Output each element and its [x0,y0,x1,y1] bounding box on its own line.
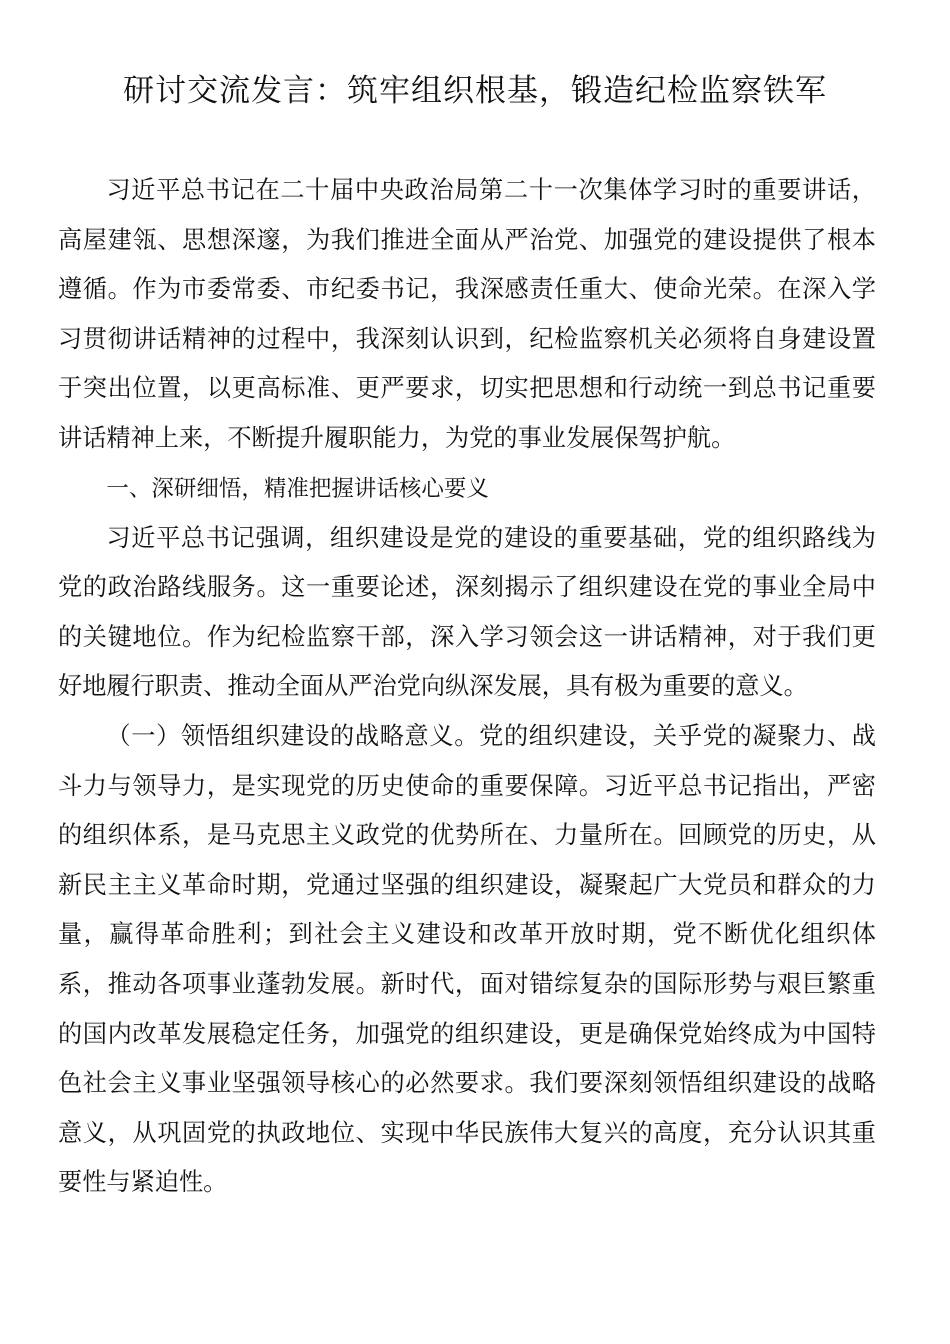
document-body [58,166,876,1208]
body-paragraph: （一）领悟组织建设的战略意义。党的组织建设，关乎党的凝聚力、战斗力与领导力，是实现党的历史使命的重要保障。习近平总书记指出，严密的组织体系，是马克思主义政党的优势所在、力量所在。回顾党的历史，从新民主主义革命时期，党通过坚强的组织建设，凝聚起广大党员和群众的力量，赢得革命胜利；到社会主义建设和改革开放时期，党不断优化组织体系，推动各项事业蓬勃发展。新时代，面对错综复杂的国际形势与艰巨繁重的国内改革发展稳定任务，加强党的组织建设，更是确保党始终成为中国特色社会主义事业坚强领导核心的必然要求。我们要深刻领悟组织建设的战略意义，从巩固党的执政地位、实现中华民族伟大复兴的高度，充分认识其重要性与紧迫性。 [58,721,876,1197]
intro-paragraph: 习近平总书记在二十届中央政治局第二十一次集体学习时的重要讲话，高屋建瓴、思想深邃，为我们推进全面从严治党、加强党的建设提供了根本遵循。作为市委常委、市纪委书记，我深感责任重大、使命光荣。在深入学习贯彻讲话精神的过程中，我深刻认识到，纪检监察机关必须将自身建设置于突出位置，以更高标准、更严要求，切实把思想和行动统一到总书记重要讲话精神上来，不断提升履职能力，为党的事业发展保驾护航。 [58,176,876,452]
document-title: 研讨交流发言：筑牢组织根基，锻造纪检监察铁军 [123,73,827,109]
body-paragraph: 习近平总书记强调，组织建设是党的建设的重要基础，党的组织路线为党的政治路线服务。这一重要论述，深刻揭示了组织建设在党的事业全局中的关键地位。作为纪检监察干部，深入学习领会这一讲话精神，对于我们更好地履行职责、推动全面从严治党向纵深发展，具有极为重要的意义。 [58,523,876,701]
section-heading: 一、深研细悟，精准把握讲话核心要义 [106,475,489,502]
